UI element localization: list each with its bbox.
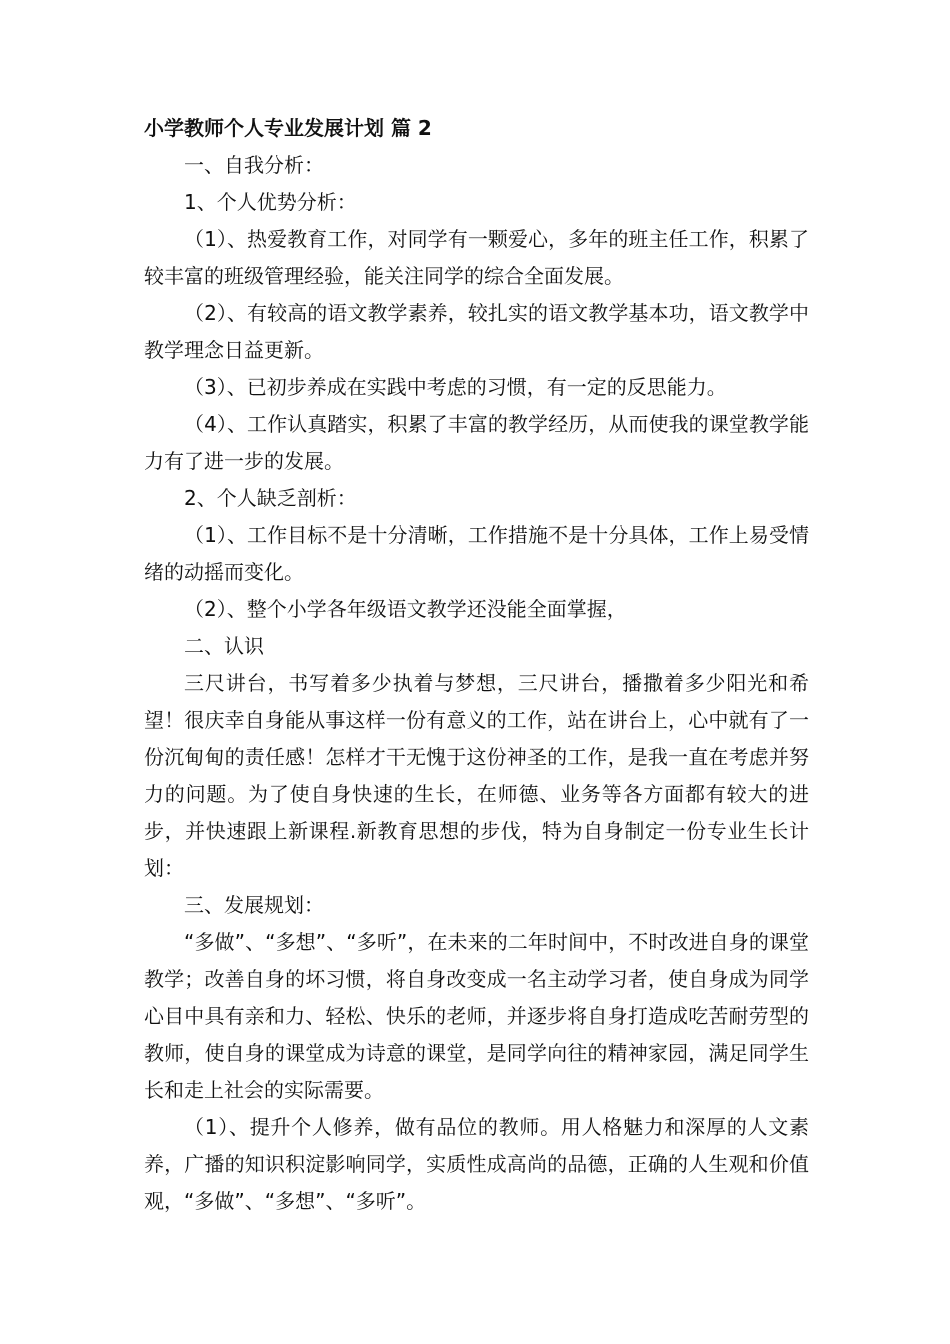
subheading-weaknesses: 2、个人缺乏剖析：: [184, 486, 357, 510]
strength-item-1: （1）、热爱教育工作，对同学有一颗爱心，多年的班主任工作，积累了较丰富的班级管理经验，能关注同学的综合全面发展。: [144, 227, 809, 288]
section-heading-understanding: 二、认识: [184, 634, 264, 658]
subheading-strengths: 1、个人优势分析：: [184, 190, 357, 214]
section-heading-development-plan: 三、发展规划：: [184, 893, 324, 917]
strength-item-4: （4）、工作认真踏实，积累了丰富的教学经历，从而使我的课堂教学能力有了进一步的发展。: [144, 412, 809, 473]
understanding-paragraph: 三尺讲台，书写着多少执着与梦想，三尺讲台，播撒着多少阳光和希望！很庆幸自身能从事这样一份有意义的工作，站在讲台上，心中就有了一份沉甸甸的责任感！怎样才干无愧于这份神圣的工作，是我一直在考虑并努力的问题。为了使自身快速的生长，在师德、业务等各方面都有较大的进步，并快速跟上新课程.新教育思想的步伐，特为自身制定一份专业生长计划：: [144, 671, 809, 880]
section-heading-self-analysis: 一、自我分析：: [184, 153, 324, 177]
strength-item-3: （3）、已初步养成在实践中考虑的习惯，有一定的反思能力。: [184, 375, 727, 399]
weakness-item-1: （1）、工作目标不是十分清晰，工作措施不是十分具体，工作上易受情绪的动摇而变化。: [144, 523, 809, 584]
document-title: 小学教师个人专业发展计划 篇 2: [144, 116, 432, 140]
development-plan-paragraph: “多做”、“多想”、“多听”，在未来的二年时间中，不时改进自身的课堂教学；改善自身的坏习惯，将自身改变成一名主动学习者，使自身成为同学心目中具有亲和力、轻松、快乐的老师，并逐步将自身打造成吃苦耐劳型的教师，使自身的课堂成为诗意的课堂，是同学向往的精神家园，满足同学生长和走上社会的实际需要。: [144, 930, 809, 1102]
weakness-item-2: （2）、整个小学各年级语文教学还没能全面掌握，: [184, 597, 627, 621]
document-page: [144, 110, 809, 1220]
strength-item-2: （2）、有较高的语文教学素养，较扎实的语文教学基本功，语文教学中教学理念日益更新。: [144, 301, 809, 362]
plan-item-1: （1）、提升个人修养，做有品位的教师。用人格魅力和深厚的人文素养，广播的知识积淀影响同学，实质性成高尚的品德，正确的人生观和价值观，“多做”、“多想”、“多听”。: [144, 1115, 809, 1213]
